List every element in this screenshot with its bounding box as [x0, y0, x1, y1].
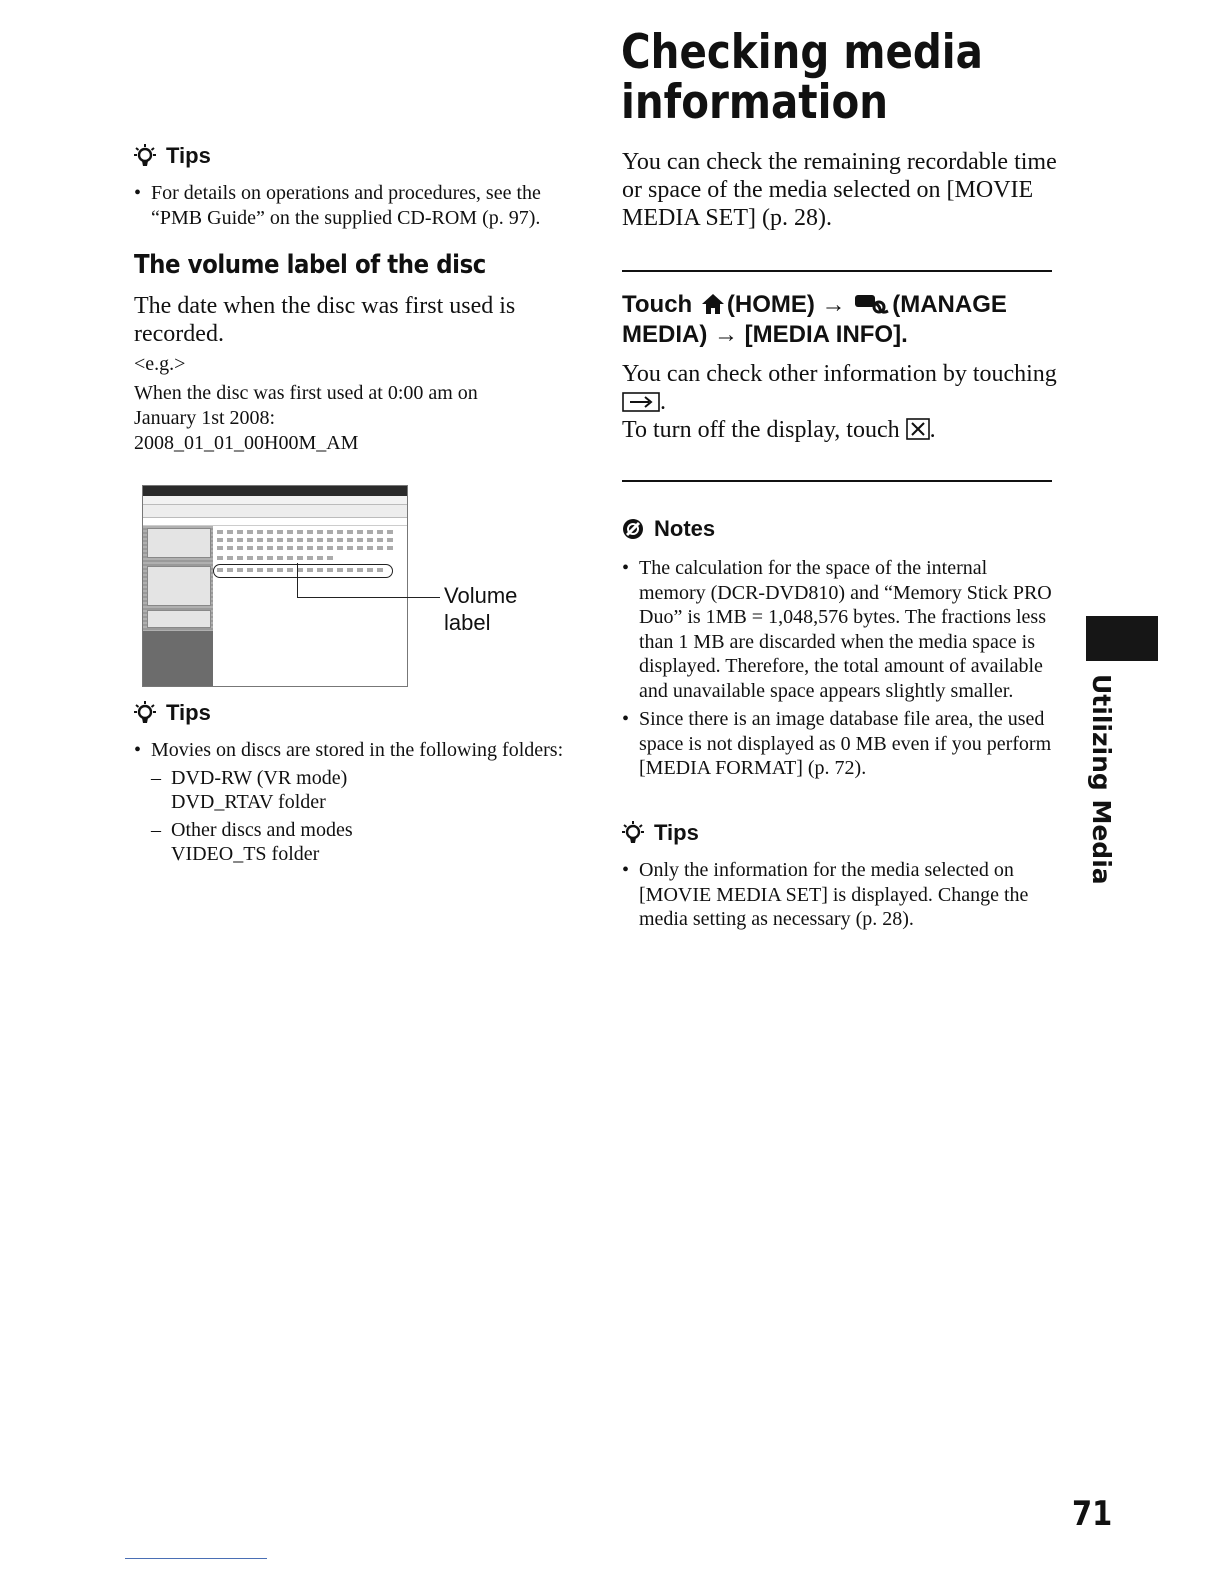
- folder-item-line: DVD_RTAV folder: [171, 791, 326, 813]
- footer-rule: [125, 1558, 267, 1559]
- step-body-text: You can check other information by touching: [622, 361, 1057, 387]
- tips-heading: [134, 700, 564, 726]
- step-touch: Touch: [622, 291, 693, 318]
- callout-line: [297, 563, 440, 598]
- tips-section: [134, 143, 584, 231]
- example-line: January 1st 2008:: [134, 407, 276, 429]
- window-toolbar: [143, 505, 407, 518]
- step-arrow: →: [714, 321, 738, 348]
- tips-item: • For details on operations and procedures, see the “PMB Guide” on the supplied CD-ROM (p. 97).: [134, 181, 584, 231]
- window-titlebar: [143, 486, 407, 496]
- file-row: [217, 546, 397, 550]
- folder-item: [151, 818, 564, 866]
- page-title-line: Checking media: [621, 25, 983, 80]
- file-row: [217, 538, 397, 542]
- side-tab: [1086, 616, 1158, 661]
- notes-item: • Since there is an image database file area, the used space is not displayed as 0 MB even if you perform [MEDIA FORMAT] (p. 72).: [622, 707, 1052, 781]
- section-divider: [622, 270, 1052, 272]
- notes-section: [622, 516, 1052, 781]
- callout-label-line: Volume: [444, 583, 518, 608]
- side-tab-text: Utilizing Media: [1087, 674, 1116, 885]
- folder-item-line: – DVD-RW (VR mode): [171, 767, 348, 789]
- tips-section: [134, 700, 564, 866]
- page-title-line: information: [621, 75, 889, 130]
- example-tag: <e.g.>: [134, 353, 186, 375]
- manage-media-icon: [854, 293, 890, 315]
- tips-heading: [622, 820, 1052, 846]
- tips-item: • Movies on discs are stored in the following folders:: [134, 738, 564, 762]
- tips-heading-label: Tips: [166, 143, 211, 168]
- example-block: [134, 352, 564, 456]
- step-body-text: .: [660, 389, 666, 415]
- lightbulb-icon: [134, 144, 156, 168]
- sidebar-panel: [147, 566, 211, 606]
- lightbulb-icon: [134, 701, 156, 725]
- tips-heading-label: Tips: [654, 820, 699, 845]
- notes-item: • The calculation for the space of the internal memory (DCR-DVD810) and “Memory Stick PRO Duo” is 1MB = 1,048,576 bytes. The fractions less than 1 MB are discarded when the media space is displayed. Therefore, the total amount of available and unavailable space appears slightly smaller.: [622, 556, 1052, 703]
- home-icon: [701, 293, 725, 315]
- folder-item-line: – Other discs and modes: [171, 819, 353, 841]
- callout-label: [444, 582, 517, 636]
- tips-heading-label: Tips: [166, 700, 211, 725]
- step-manage: (MANAGE MEDIA): [622, 291, 1007, 348]
- sidebar-panel: [147, 528, 211, 558]
- window-sidebar: [143, 526, 213, 686]
- page-title: [621, 25, 983, 130]
- sidebar-panel: [147, 610, 211, 628]
- volume-label-heading: The volume label of the disc: [134, 250, 486, 280]
- example-value: 2008_01_01_00H00M_AM: [134, 432, 359, 454]
- step-body-text: .: [929, 417, 936, 443]
- file-row: [217, 556, 337, 560]
- step-body-text: To turn off the display, touch: [622, 417, 900, 443]
- window-address-bar: [143, 518, 407, 526]
- side-tab-label: [1082, 674, 1122, 885]
- lightbulb-icon: [622, 821, 644, 845]
- step-home: (HOME): [726, 291, 815, 318]
- tips-item: • Only the information for the media selected on [MOVIE MEDIA SET] is displayed. Change the media setting as necessary (p. 28).: [622, 858, 1052, 932]
- step-body: [622, 360, 1062, 444]
- tips-section: [622, 820, 1052, 932]
- callout-label-line: label: [444, 610, 491, 635]
- notes-heading-label: Notes: [654, 516, 716, 541]
- next-arrow-icon: [622, 392, 660, 412]
- notes-icon: [622, 518, 644, 540]
- file-row: [217, 530, 397, 534]
- step-media-info: [MEDIA INFO].: [744, 321, 908, 348]
- folder-item-line: VIDEO_TS folder: [171, 843, 320, 865]
- folder-item: [151, 766, 564, 814]
- intro-text: You can check the remaining recordable time or space of the media selected on [MOVIE MEDIA SET] (p. 28).: [622, 149, 1057, 231]
- step-arrow: →: [821, 291, 846, 318]
- step-heading: [622, 290, 1062, 350]
- tips-heading: [134, 143, 584, 169]
- sidebar-footer: [143, 631, 213, 686]
- example-line: When the disc was first used at 0:00 am on: [134, 382, 478, 404]
- window-menubar: [143, 496, 407, 505]
- close-icon: [906, 418, 930, 440]
- notes-heading: [622, 516, 1052, 542]
- section-divider: [622, 480, 1052, 482]
- volume-label-body: The date when the disc was first used is recorded.: [134, 293, 516, 347]
- page-number: 71: [1072, 1494, 1113, 1534]
